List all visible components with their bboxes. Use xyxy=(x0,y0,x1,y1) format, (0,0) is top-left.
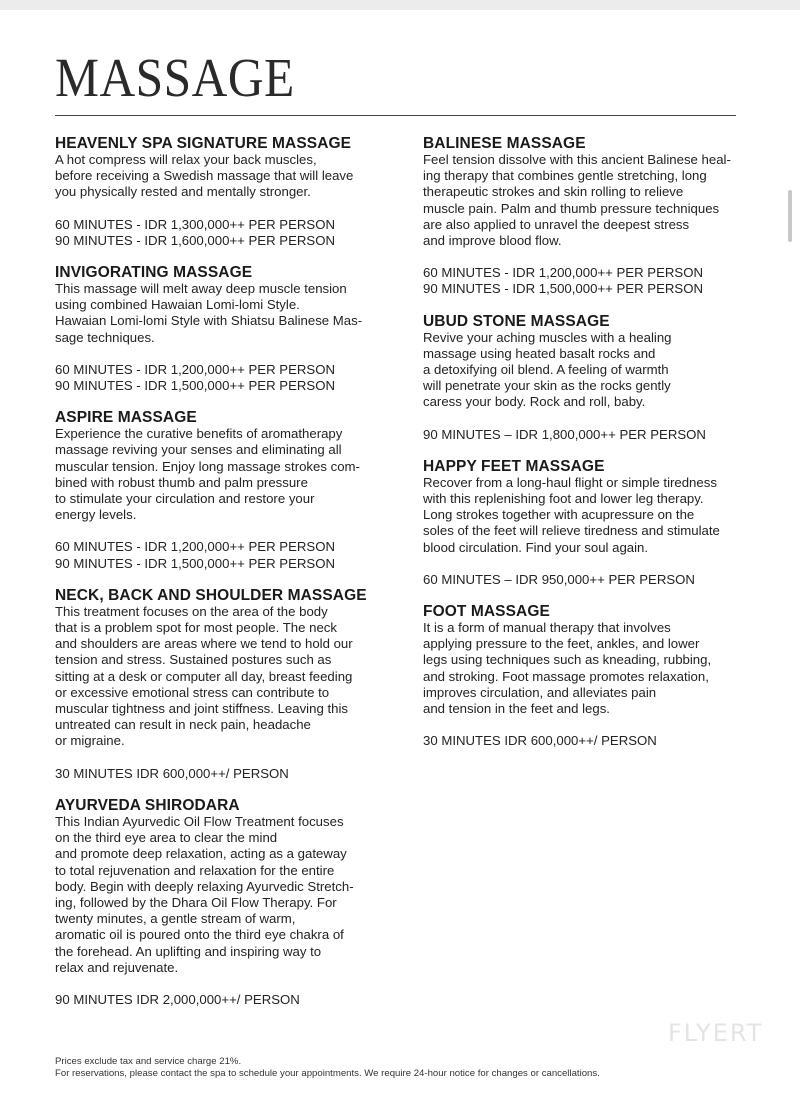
treatment-description-line: massage using heated basalt rocks and xyxy=(423,345,656,361)
footer-tax-note: Prices exclude tax and service charge 21%. xyxy=(55,1056,242,1067)
treatment-description-line: to stimulate your circulation and restore your xyxy=(55,491,315,507)
treatment-description-line: ing therapy that combines gentle stretching, long xyxy=(423,168,707,184)
treatment-description-line: relax and rejuvenate. xyxy=(55,959,179,975)
treatment-heading: HAPPY FEET MASSAGE xyxy=(423,457,605,475)
treatment-description-line: the forehead. An uplifting and inspiring way to xyxy=(55,943,322,959)
treatment-heading: HEAVENLY SPA SIGNATURE MASSAGE xyxy=(55,135,352,152)
treatment-section xyxy=(423,459,758,588)
left-column xyxy=(55,136,385,1024)
treatment-description-line: Revive your aching muscles with a healing xyxy=(423,329,672,345)
treatment-description-line: Recover from a long-haul flight or simple tiredness xyxy=(423,474,717,490)
treatment-description-line: and stroking. Foot massage promotes relaxation, xyxy=(423,668,709,684)
treatment-description-line: you physically rested and mentally stronger. xyxy=(55,184,311,200)
treatment-price: 90 MINUTES IDR 2,000,000++/ PERSON xyxy=(55,991,300,1007)
treatment-description-line: on the third eye area to clear the mind xyxy=(55,830,278,846)
treatment-section xyxy=(55,136,385,249)
treatment-price: 90 MINUTES – IDR 1,800,000++ PER PERSON xyxy=(423,426,706,442)
watermark-logo: FLYERT xyxy=(668,1019,764,1047)
treatment-description-line: with this replenishing foot and lower leg therapy. xyxy=(423,491,704,507)
treatment-description-line: legs using techniques such as kneading, rubbing, xyxy=(423,652,712,668)
treatment-price: 90 MINUTES - IDR 1,500,000++ PER PERSON xyxy=(423,281,703,297)
footer-reservation-note: For reservations, please contact the spa to schedule your appointments. We require 24-hour notice for changes or cancellations. xyxy=(55,1068,600,1079)
treatment-description-line: muscular tension. Enjoy long massage strokes com- xyxy=(55,458,360,474)
treatment-description-line: and promote deep relaxation, acting as a gateway xyxy=(55,846,347,862)
treatment-heading: AYURVEDA SHIRODARA xyxy=(55,796,240,814)
title-divider xyxy=(55,115,736,116)
treatment-section xyxy=(423,604,758,749)
treatment-price: 60 MINUTES - IDR 1,200,000++ PER PERSON xyxy=(55,361,335,377)
treatment-description-line: A hot compress will relax your back muscles, xyxy=(55,152,317,167)
treatment-description-line: a detoxifying oil blend. A feeling of warmth xyxy=(423,362,669,378)
treatment-heading: INVIGORATING MASSAGE xyxy=(55,264,253,282)
treatment-description-line: body. Begin with deeply relaxing Ayurvedic Stretch- xyxy=(55,878,354,894)
treatment-description-line: caress your body. Rock and roll, baby. xyxy=(423,394,646,410)
treatment-description-line: Experience the curative benefits of aromatherapy xyxy=(55,426,343,442)
treatment-description-line: tension and stress. Sustained postures such as xyxy=(55,652,332,668)
treatment-description-line: This massage will melt away deep muscle tension xyxy=(55,281,347,297)
treatment-description-line: and tension in the feet and legs. xyxy=(423,701,610,717)
treatment-description-line: energy levels. xyxy=(55,507,137,523)
treatment-description-line: untreated can result in neck pain, headache xyxy=(55,717,311,733)
treatment-price: 60 MINUTES - IDR 1,200,000++ PER PERSON xyxy=(423,265,703,281)
right-column xyxy=(423,136,758,765)
page-title: MASSAGE xyxy=(55,47,295,108)
spacer xyxy=(55,523,385,539)
treatment-section xyxy=(55,798,385,1008)
treatment-description-line: or excessive emotional stress can contribute to xyxy=(55,684,330,700)
treatment-description-line: This treatment focuses on the area of the body xyxy=(55,603,328,619)
treatment-description-line: ing, followed by the Dhara Oil Flow Therapy. For xyxy=(55,894,337,910)
treatment-description-line: massage reviving your senses and eliminating all xyxy=(55,442,342,458)
treatment-description-line: using combined Hawaian Lomi-lomi Style. xyxy=(55,297,300,313)
treatment-description-line: to total rejuvenation and relaxation for the entire xyxy=(55,862,335,878)
treatment-description-line: sitting at a desk or computer all day, breast feeding xyxy=(55,668,353,684)
spacer xyxy=(55,750,385,766)
treatment-description-line: before receiving a Swedish massage that will leave xyxy=(55,168,354,184)
treatment-description-line: sage techniques. xyxy=(55,329,155,345)
treatment-heading: ASPIRE MASSAGE xyxy=(55,409,197,427)
treatment-description-line: soles of the feet will relieve tiredness and stimulate xyxy=(423,523,720,539)
treatment-price: 60 MINUTES – IDR 950,000++ PER PERSON xyxy=(423,571,695,587)
treatment-heading: NECK, BACK AND SHOULDER MASSAGE xyxy=(55,586,367,604)
treatment-description-line: or migraine. xyxy=(55,733,125,749)
treatment-price: 60 MINUTES - IDR 1,300,000++ PER PERSON xyxy=(55,216,335,232)
spacer xyxy=(423,717,758,733)
treatment-description-line: Long strokes together with acupressure on the xyxy=(423,507,695,523)
treatment-description-line: applying pressure to the feet, ankles, and lower xyxy=(423,636,700,652)
treatment-description-line: aromatic oil is poured onto the third eye chakra of xyxy=(55,927,344,943)
treatment-description-line: twenty minutes, a gentle stream of warm, xyxy=(55,911,296,927)
treatment-description-line: muscular tightness and joint stiffness. Leaving this xyxy=(55,701,348,717)
treatment-description-line: therapeutic strokes and skin rolling to relieve xyxy=(423,184,684,200)
treatment-description-line: muscle pain. Palm and thumb pressure techniques xyxy=(423,200,720,216)
treatment-description-line: are also applied to unravel the deepest stress xyxy=(423,216,690,232)
treatment-price: 90 MINUTES - IDR 1,500,000++ PER PERSON xyxy=(55,555,335,571)
spacer xyxy=(423,249,758,265)
footer-notes xyxy=(55,1056,600,1080)
treatment-heading: FOOT MASSAGE xyxy=(423,603,550,621)
treatment-description-line: improves circulation, and alleviates pain xyxy=(423,684,657,700)
scrollbar-thumb[interactable] xyxy=(788,190,792,242)
treatment-description-line: This Indian Ayurvedic Oil Flow Treatment focuses xyxy=(55,813,344,829)
treatment-description-line: blood circulation. Find your soul again. xyxy=(423,539,649,555)
spacer xyxy=(55,346,385,362)
treatment-price: 60 MINUTES - IDR 1,200,000++ PER PERSON xyxy=(55,539,335,555)
treatment-heading: BALINESE MASSAGE xyxy=(423,135,586,152)
treatment-heading: UBUD STONE MASSAGE xyxy=(423,312,610,330)
treatment-description-line: Hawaian Lomi-lomi Style with Shiatsu Balinese Mas- xyxy=(55,313,363,329)
treatment-price: 30 MINUTES IDR 600,000++/ PERSON xyxy=(423,733,657,749)
spacer xyxy=(55,976,385,992)
treatment-section xyxy=(423,314,758,443)
treatment-section xyxy=(55,588,385,782)
spacer xyxy=(423,556,758,572)
treatment-description-line: and improve blood flow. xyxy=(423,233,562,249)
top-strip xyxy=(0,0,800,10)
treatment-description-line: will penetrate your skin as the rocks gently xyxy=(423,378,671,394)
treatment-description-line: that is a problem spot for most people. The neck xyxy=(55,620,337,636)
treatment-price: 90 MINUTES - IDR 1,600,000++ PER PERSON xyxy=(55,232,335,248)
treatment-price: 90 MINUTES - IDR 1,500,000++ PER PERSON xyxy=(55,378,335,394)
treatment-section xyxy=(55,410,385,572)
treatment-description-line: and shoulders are areas where we tend to hold our xyxy=(55,636,353,652)
treatment-section xyxy=(423,136,758,298)
treatment-description-line: bined with robust thumb and palm pressure xyxy=(55,474,308,490)
treatment-description-line: Feel tension dissolve with this ancient Balinese heal- xyxy=(423,152,731,167)
treatment-price: 30 MINUTES IDR 600,000++/ PERSON xyxy=(55,765,289,781)
spacer xyxy=(423,411,758,427)
spacer xyxy=(55,201,385,217)
treatment-section xyxy=(55,265,385,394)
treatment-description-line: It is a form of manual therapy that involves xyxy=(423,620,671,636)
